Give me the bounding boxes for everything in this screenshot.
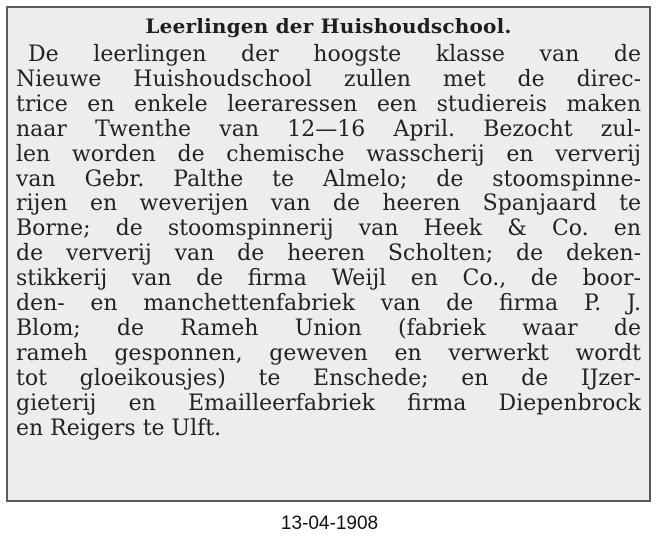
article-line: Blom; de Rameh Union (fabriek waar de	[16, 316, 641, 341]
newspaper-clipping	[6, 6, 651, 502]
article-body	[16, 43, 641, 442]
article-line: rijen en weverijen van de heeren Spanjaard te	[16, 192, 641, 217]
article-line: tot gloeikousjes) te Enschede; en de IJzer-	[16, 366, 641, 391]
article-line: de ververij van de heeren Scholten; de deken-	[16, 242, 641, 267]
date-caption: 13-04-1908	[280, 513, 379, 534]
article-line: naar Twenthe van 12—16 April. Bezocht zul-	[16, 117, 641, 142]
article-line: den- en manchettenfabriek van de firma P. J.	[16, 292, 641, 317]
article-line: van Gebr. Palthe te Almelo; de stoomspinne-	[16, 167, 641, 192]
article-line: en Reigers te Ulft.	[16, 416, 222, 441]
article-line: stikkerij van de firma Weijl en Co., de boor-	[16, 267, 641, 292]
article-line: len worden de chemische wasscherij en ververij	[16, 142, 641, 167]
article-line: De leerlingen der hoogste klasse van de	[28, 43, 641, 67]
article-headline: Leerlingen der Huishoudschool.	[145, 14, 512, 38]
article-line: Nieuwe Huishoudschool zullen met de direc-	[16, 67, 641, 92]
article-line: rameh gesponnen, geweven en verwerkt wordt	[16, 341, 641, 366]
article-line: trice en enkele leeraressen een studiereis maken	[16, 92, 641, 117]
article-line: Borne; de stoomspinnerij van Heek & Co. en	[16, 217, 641, 242]
article-line: gieterij en Emailleerfabriek firma Diepenbrock	[16, 391, 641, 416]
